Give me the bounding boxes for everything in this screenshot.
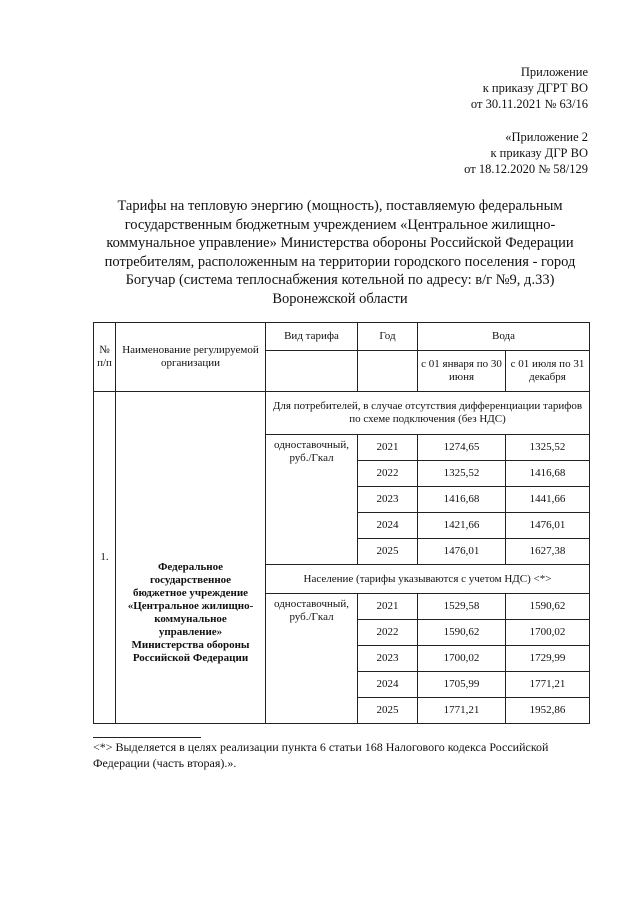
appendix-order-ref: к приказу ДГРТ ВО [482, 81, 588, 95]
value-cell: 1590,62 [506, 594, 590, 620]
tariff-type: одноставочный, руб./Гкал [266, 435, 358, 565]
header-empty-cell [358, 351, 418, 392]
value-cell: 1476,01 [418, 539, 506, 565]
value-cell: 1705,99 [418, 672, 506, 698]
value-cell: 1952,86 [506, 698, 590, 724]
title-line: потребителям, расположенным на территории городского поселения - город [104, 253, 576, 270]
organization-name [116, 392, 266, 724]
value-cell: 1476,01 [506, 513, 590, 539]
org-line: бюджетное учреждение [132, 587, 249, 599]
row-number: 1. [94, 392, 116, 724]
title-line: Богучар (система теплоснабжения котельной по адресу: в/г №9, д.33) [125, 272, 555, 288]
footnote-line: <*> Выделяется в целях реализации пункта 6 статьи 168 Налогового кодекса Российской [93, 740, 549, 754]
value-cell: 1627,38 [506, 539, 590, 565]
footnote [93, 740, 598, 771]
value-cell: 1274,65 [418, 435, 506, 461]
year-cell: 2023 [358, 646, 418, 672]
header-water: Вода [418, 323, 590, 351]
header-num: № п/п [94, 323, 116, 392]
title-line: Тарифы на тепловую энергию (мощность), поставляемую федеральным [117, 198, 563, 214]
appendix-label: Приложение [520, 65, 588, 79]
org-line: управление» [158, 626, 223, 638]
title-line: коммунальное управление» Министерства обороны Российской Федерации [106, 235, 574, 251]
tariff-table [93, 322, 590, 724]
appendix-reference-original [464, 129, 588, 177]
category-heading: Для потребителей, в случае отсутствия дифференциации тарифов по схеме подключения (без НДС) [266, 392, 590, 435]
value-cell: 1529,58 [418, 594, 506, 620]
header-tariff-type: Вид тарифа [266, 323, 358, 351]
appendix-reference-current [471, 64, 588, 112]
year-cell: 2023 [358, 487, 418, 513]
value-cell: 1325,52 [418, 461, 506, 487]
value-cell: 1729,99 [506, 646, 590, 672]
org-line: Российской Федерации [132, 652, 249, 664]
header-year: Год [358, 323, 418, 351]
footnote-divider [93, 737, 201, 738]
appendix-order-date: от 30.11.2021 № 63/16 [470, 97, 588, 111]
value-cell: 1416,68 [418, 487, 506, 513]
year-cell: 2025 [358, 539, 418, 565]
document-title [80, 197, 600, 308]
org-line: Министерства обороны [131, 639, 250, 651]
header-period-2: с 01 июля по 31 декабря [506, 351, 590, 392]
appendix-label: «Приложение 2 [505, 130, 588, 144]
table-row [94, 392, 590, 435]
appendix-order-ref: к приказу ДГР ВО [490, 146, 588, 160]
value-cell: 1590,62 [418, 620, 506, 646]
org-line: Федеральное [157, 561, 224, 573]
value-cell: 1700,02 [418, 646, 506, 672]
year-cell: 2021 [358, 594, 418, 620]
title-line: Воронежской области [272, 290, 408, 307]
value-cell: 1771,21 [506, 672, 590, 698]
header-empty-cell [266, 351, 358, 392]
year-cell: 2025 [358, 698, 418, 724]
appendix-order-date: от 18.12.2020 № 58/129 [464, 162, 588, 176]
value-cell: 1771,21 [418, 698, 506, 724]
value-cell: 1421,66 [418, 513, 506, 539]
value-cell: 1441,66 [506, 487, 590, 513]
category-heading: Население (тарифы указываются с учетом НДС) <*> [266, 565, 590, 594]
header-org: Наименование регулируемой организации [116, 323, 266, 392]
footnote-line: Федерации (часть вторая).». [93, 755, 237, 770]
header-period-1: с 01 января по 30 июня [418, 351, 506, 392]
year-cell: 2024 [358, 513, 418, 539]
org-line: государственное [149, 574, 232, 586]
value-cell: 1416,68 [506, 461, 590, 487]
year-cell: 2021 [358, 435, 418, 461]
year-cell: 2022 [358, 620, 418, 646]
tariff-type: одноставочный, руб./Гкал [266, 594, 358, 724]
year-cell: 2022 [358, 461, 418, 487]
value-cell: 1325,52 [506, 435, 590, 461]
org-line: коммунальное [154, 613, 227, 625]
title-line: государственным бюджетным учреждением «Центральное жилищно- [124, 216, 556, 233]
year-cell: 2024 [358, 672, 418, 698]
table-header-row [94, 323, 590, 351]
org-line: «Центральное жилищно- [127, 600, 254, 612]
value-cell: 1700,02 [506, 620, 590, 646]
